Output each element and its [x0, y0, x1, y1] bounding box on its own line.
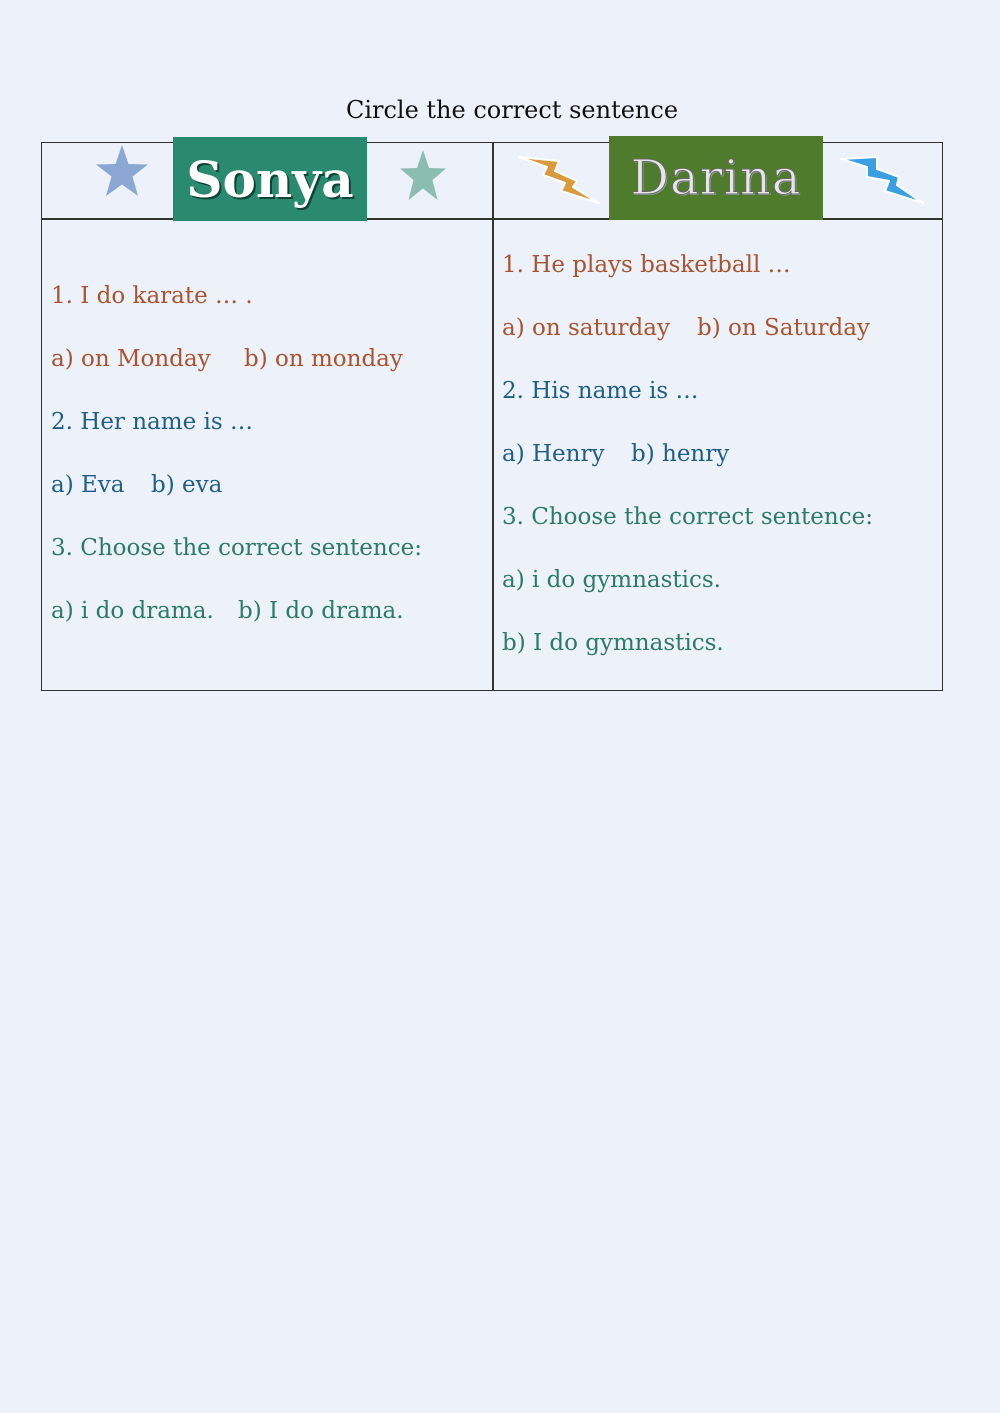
star-icon [94, 143, 150, 201]
lightning-bolt-icon [515, 151, 603, 207]
column-divider [492, 143, 494, 690]
answer-option[interactable]: b) eva [151, 472, 223, 498]
answer-options [502, 315, 870, 341]
answer-option[interactable]: a) on saturday [502, 315, 670, 341]
answer-option[interactable]: a) i do drama. [51, 598, 214, 624]
question-prompt: 1. I do karate … . [51, 283, 253, 309]
answer-options [51, 472, 223, 498]
answer-option[interactable]: b) I do drama. [238, 598, 404, 624]
answer-option[interactable]: b) henry [631, 441, 730, 467]
question-prompt: 2. Her name is … [51, 409, 253, 435]
answer-option[interactable]: a) i do gymnastics. [502, 567, 721, 593]
answer-option[interactable]: b) on Saturday [697, 315, 870, 341]
question-prompt: 3. Choose the correct sentence: [51, 535, 422, 561]
question-prompt: 3. Choose the correct sentence: [502, 504, 873, 530]
lightning-bolt-icon [837, 151, 927, 207]
answer-option[interactable]: b) on monday [244, 346, 403, 372]
question-prompt: 2. His name is … [502, 378, 699, 404]
darina-name-banner: Darina [609, 136, 823, 220]
answer-option[interactable]: a) on Monday [51, 346, 211, 372]
answer-option[interactable]: b) I do gymnastics. [502, 630, 724, 656]
answer-option[interactable]: a) Eva [51, 472, 125, 498]
page-title: Circle the correct sentence [345, 96, 679, 124]
answer-options [51, 346, 403, 372]
star-icon [398, 148, 448, 204]
sonya-name-banner: Sonya [173, 137, 367, 221]
question-prompt: 1. He plays basketball … [502, 252, 791, 278]
answer-options [502, 441, 730, 467]
answer-options [51, 598, 404, 624]
answer-option[interactable]: a) Henry [502, 441, 605, 467]
